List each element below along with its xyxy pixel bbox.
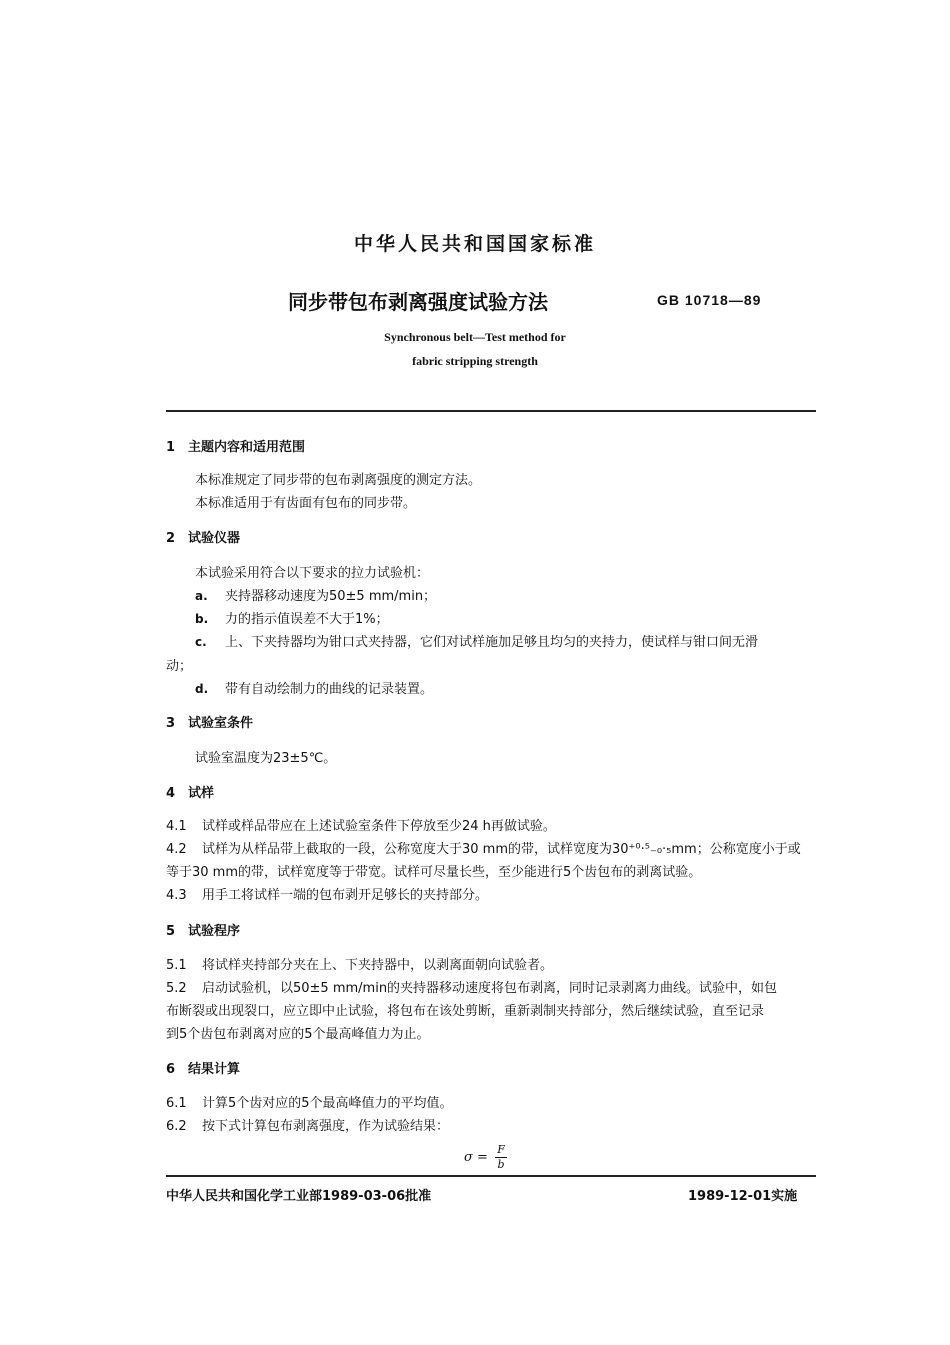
clause [166,884,488,903]
list-item-text: 带有自动绘制力的曲线的记录装置。 [225,682,434,697]
section-number: 1 [166,440,176,455]
english-title-line-1: Synchronous belt—Test method for [384,330,566,344]
paragraph: 本试验采用符合以下要求的拉力试验机： [195,566,430,581]
section-4-heading [166,782,214,801]
section-title: 试验室条件 [188,716,254,731]
clause-text: 启动试验机，以50±5 mm/min的夹持器移动速度将包布剥离，同时记录剥离力曲线。试验中，如包 [202,981,778,996]
standard-number: GB 10718—89 [657,292,762,308]
clause-number: 4.2 [166,842,187,857]
list-item-text: 力的指示值误差不大于1%； [225,612,389,627]
section-number: 5 [166,924,176,939]
section-number: 4 [166,786,176,801]
clause-number: 6.1 [166,1096,187,1111]
clause-number: 4.3 [166,888,187,903]
strength-formula [464,1144,507,1171]
list-item-letter: b. [195,612,209,626]
section-number: 6 [166,1062,176,1077]
section-number: 3 [166,716,176,731]
clause [166,1115,449,1134]
clause-text: 用手工将试样一端的包布剥开足够长的夹持部分。 [202,888,489,903]
clause-continuation: 等于30 mm的带，试样宽度等于带宽。试样可尽量长些，至少能进行5个齿包布的剥离试验。 [166,865,702,880]
list-item-continuation: 动； [166,659,193,674]
clause [166,838,801,857]
document-title: 同步带包布剥离强度试验方法 [288,290,548,314]
clause-number: 5.1 [166,958,187,973]
clause-text: 试样为从样品带上截取的一段，公称宽度大于30 mm的带，试样宽度为30⁺⁰·⁵₋₀·₅mm；公称宽度小于或 [202,842,801,857]
clause [166,1092,453,1111]
list-item [195,585,436,604]
clause-number: 5.2 [166,981,187,996]
section-title: 主题内容和适用范围 [188,440,306,455]
clause-number: 4.1 [166,819,187,834]
section-6-heading [166,1058,240,1077]
clause [166,977,777,996]
formula-denominator: b [497,1158,505,1171]
list-item-text: 夹持器移动速度为50±5 mm/min； [225,589,437,604]
section-title: 试样 [188,786,215,801]
clause-text: 计算5个齿对应的5个最高峰值力的平均值。 [202,1096,453,1111]
header-divider [166,410,816,412]
implementation-date: 1989-12-01实施 [688,1189,798,1204]
approval-note: 中华人民共和国化学工业部1989-03-06批准 [166,1189,432,1204]
section-title: 结果计算 [188,1062,241,1077]
paragraph: 本标准规定了同步带的包布剥离强度的测定方法。 [195,473,482,488]
formula-fraction [495,1144,507,1171]
english-title-line-2: fabric stripping strength [412,354,538,368]
list-item-letter: a. [195,589,208,603]
national-standard-heading: 中华人民共和国国家标准 [353,233,596,255]
section-title: 试验仪器 [188,531,241,546]
footer-divider [166,1175,816,1177]
clause-continuation: 布断裂或出现裂口，应立即中止试验，将包布在该处剪断，重新剥制夹持部分，然后继续试验，直至记录 [166,1004,765,1019]
paragraph: 本标准适用于有齿面有包布的同步带。 [195,496,417,511]
section-5-heading [166,920,240,939]
section-1-heading [166,436,305,455]
clause-text: 试样或样品带应在上述试验室条件下停放至少24 h再做试验。 [202,819,556,834]
clause-text: 将试样夹持部分夹在上、下夹持器中，以剥离面朝向试验者。 [202,958,554,973]
clause-text: 按下式计算包布剥离强度，作为试验结果： [202,1119,450,1134]
clause [166,954,553,973]
section-2-heading [166,527,240,546]
list-item [195,678,433,697]
formula-numerator: F [497,1143,505,1156]
list-item-letter: d. [195,682,209,696]
clause-number: 6.2 [166,1119,187,1134]
list-item-letter: c. [195,635,207,649]
formula-equals: = [477,1150,488,1165]
list-item [195,631,758,650]
list-item [195,608,389,627]
clause-continuation: 到5个齿包布剥离对应的5个最高峰值力为止。 [166,1027,430,1042]
list-item-text: 上、下夹持器均为钳口式夹持器，它们对试样施加足够且均匀的夹持力，使试样与钳口间无滑 [225,635,759,650]
formula-lhs: σ [464,1150,473,1165]
section-number: 2 [166,531,176,546]
paragraph: 试验室温度为23±5℃。 [195,751,337,766]
section-3-heading [166,712,253,731]
clause [166,815,556,834]
section-title: 试验程序 [188,924,241,939]
